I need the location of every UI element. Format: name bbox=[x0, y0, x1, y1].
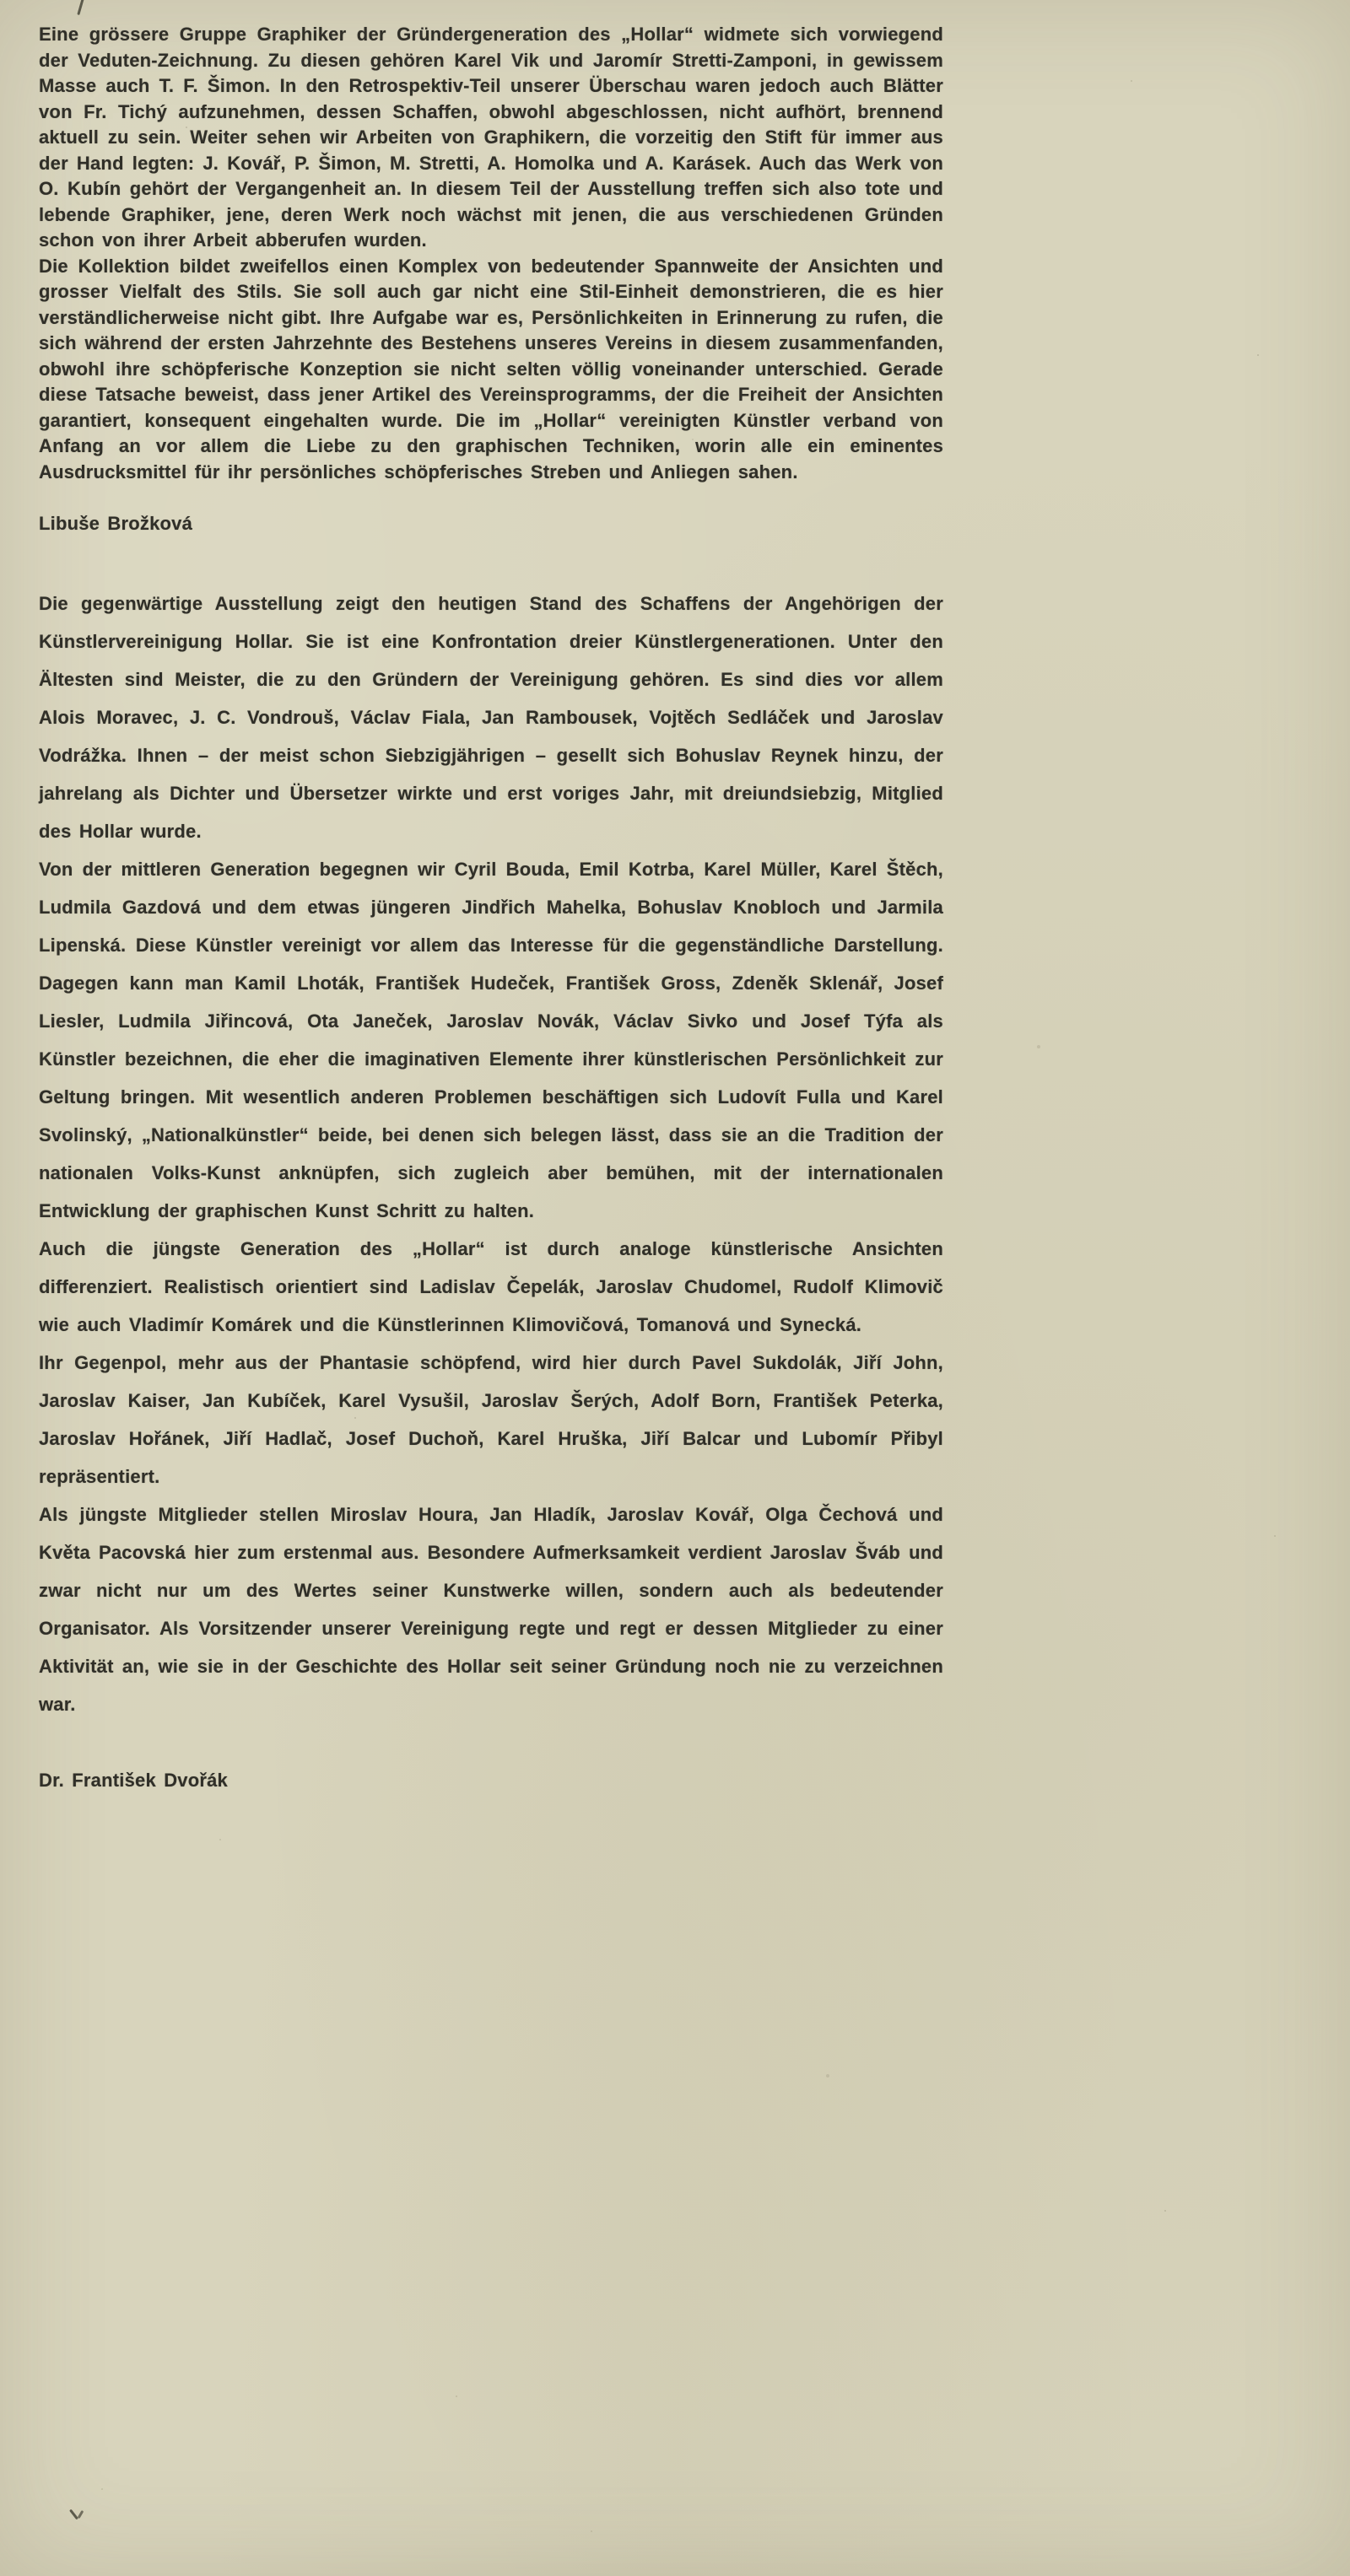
essay-current-exhibition-section bbox=[39, 585, 943, 1799]
signature-libuse-brozkova: Libuše Brožková bbox=[39, 513, 193, 534]
pen-mark-bottom bbox=[69, 2509, 78, 2520]
paragraph: Die gegenwärtige Ausstellung zeigt den heutigen Stand des Schaffens der Angehörigen der Künstlervereinigung Hollar. Sie ist eine Konfrontation dreier Künstlergenerationen. Unter den Ältesten sind Meister, die zu den Gründern der Vereinigung gehören. Es sind dies vor allem Alois Moravec, J. C. Vondrouš, Václav Fiala, Jan Rambousek, Vojtěch Sedláček und Jaroslav Vodrážka. Ihnen – der meist schon Siebzigjährigen – gesellt sich Bohuslav Reynek hinzu, der jahrelang als Dichter und Übersetzer wirkte und erst voriges Jahr, mit dreiundsiebzig, Mitglied des Hollar wurde. bbox=[39, 592, 943, 842]
signature-frantisek-dvorak: Dr. František Dvořák bbox=[39, 1769, 228, 1791]
paragraph: Auch die jüngste Generation des „Hollar“ ist durch analoge künstlerische Ansichten differenziert. Realistisch orientiert sind Ladislav Čepelák, Jaroslav Chudomel, Rudolf Klimovič wie auch Vladimír Komárek und die Künstlerinnen Klimovičová, Tomanová und Synecká. bbox=[39, 1237, 943, 1335]
text-column bbox=[39, 22, 943, 1799]
paragraph: Die Kollektion bildet zweifellos einen Komplex von bedeutender Spannweite der Ansichten und grosser Vielfalt des Stils. Sie soll auch gar nicht eine Stil-Einheit demonstrieren, die es hier verständlicherweise nicht gibt. Ihre Aufgabe war es, Persönlichkeiten in Erinnerung zu rufen, die sich während der ersten Jahrzehnte des Bestehens unseres Vereins in diesem zusammenfanden, obwohl ihre schöpferische Konzeption sie nicht selten völlig voneinander unterschied. Gerade diese Tatsache beweist, dass jener Artikel des Vereinsprogramms, der die Freiheit der Ansichten garantiert, konsequent eingehalten wurde. Die im „Hollar“ vereinigten Künstler verband von Anfang an vor allem die Liebe zu den graphischen Techniken, worin alle ein eminentes Ausdrucksmittel für ihr persönliches schöpferisches Streben und Anliegen sahen. bbox=[39, 255, 943, 482]
paper-specks bbox=[0, 0, 2, 2]
paragraph: Eine grössere Gruppe Graphiker der Gründergeneration des „Hollar“ widmete sich vorwiegend der Veduten-Zeichnung. Zu diesen gehören Karel Vik und Jaromír Stretti-Zamponi, in gewissem Masse auch T. F. Šimon. In den Retrospektiv-Teil unserer Überschau waren jedoch auch Blätter von Fr. Tichý aufzunehmen, dessen Schaffen, obwohl abgeschlossen, nicht aufhört, brennend aktuell zu sein. Weiter sehen wir Arbeiten von Graphikern, die vorzeitig den Stift für immer aus der Hand legten: J. Kovář, P. Šimon, M. Stretti, A. Homolka und A. Karásek. Auch das Werk von O. Kubín gehört der Vergangenheit an. In diesem Teil der Ausstellung treffen sich also tote und lebende Graphiker, jene, deren Werk noch wächst mit jenen, die aus verschiedenen Gründen schon von ihrer Arbeit abberufen wurden. bbox=[39, 24, 943, 251]
pen-mark-top bbox=[77, 0, 84, 15]
pen-mark-bottom bbox=[78, 2510, 84, 2519]
paragraph: Als jüngste Mitglieder stellen Miroslav Houra, Jan Hladík, Jaroslav Kovář, Olga Čechová und Květa Pacovská hier zum erstenmal aus. Besondere Aufmerksamkeit verdient Jaroslav Šváb und zwar nicht nur um des Wertes seiner Kunstwerke willen, sondern auch als bedeutender Organisator. Als Vorsitzender unserer Vereinigung regte und regt er dessen Mitglieder zu einer Aktivität an, wie sie in der Geschichte des Hollar seit seiner Gründung noch nie zu verzeichnen war. bbox=[39, 1503, 943, 1715]
paragraph: Von der mittleren Generation begegnen wir Cyril Bouda, Emil Kotrba, Karel Müller, Karel Štěch, Ludmila Gazdová und dem etwas jüngeren Jindřich Mahelka, Bohuslav Knobloch und Jarmila Lipenská. Diese Künstler vereinigt vor allem das Interesse für die gegenständliche Darstellung. Dagegen kann man Kamil Lhoták, František Hudeček, František Gross, Zdeněk Sklenář, Josef Liesler, Ludmila Jiřincová, Ota Janeček, Jaroslav Novák, Václav Sivko und Josef Týfa als Künstler bezeichnen, die eher die imaginativen Elemente ihrer künstlerischen Persönlichkeit zur Geltung bringen. Mit wesentlich anderen Problemen beschäftigen sich Ludovít Fulla und Karel Svolinský, „Nationalkünstler“ beide, bei denen sich belegen lässt, dass sie an die Tradition der nationalen Volks-Kunst anknüpfen, sich zugleich aber bemühen, mit der internationalen Entwicklung der graphischen Kunst Schritt zu halten. bbox=[39, 858, 943, 1221]
essay-retrospective-section bbox=[39, 22, 943, 537]
paragraph: Ihr Gegenpol, mehr aus der Phantasie schöpfend, wird hier durch Pavel Sukdolák, Jiří John, Jaroslav Kaiser, Jan Kubíček, Karel Vysušil, Jaroslav Šerých, Adolf Born, František Peterka, Jaroslav Hořánek, Jiří Hadlač, Josef Duchoň, Karel Hruška, Jiří Balcar und Lubomír Přibyl repräsentiert. bbox=[39, 1351, 943, 1487]
